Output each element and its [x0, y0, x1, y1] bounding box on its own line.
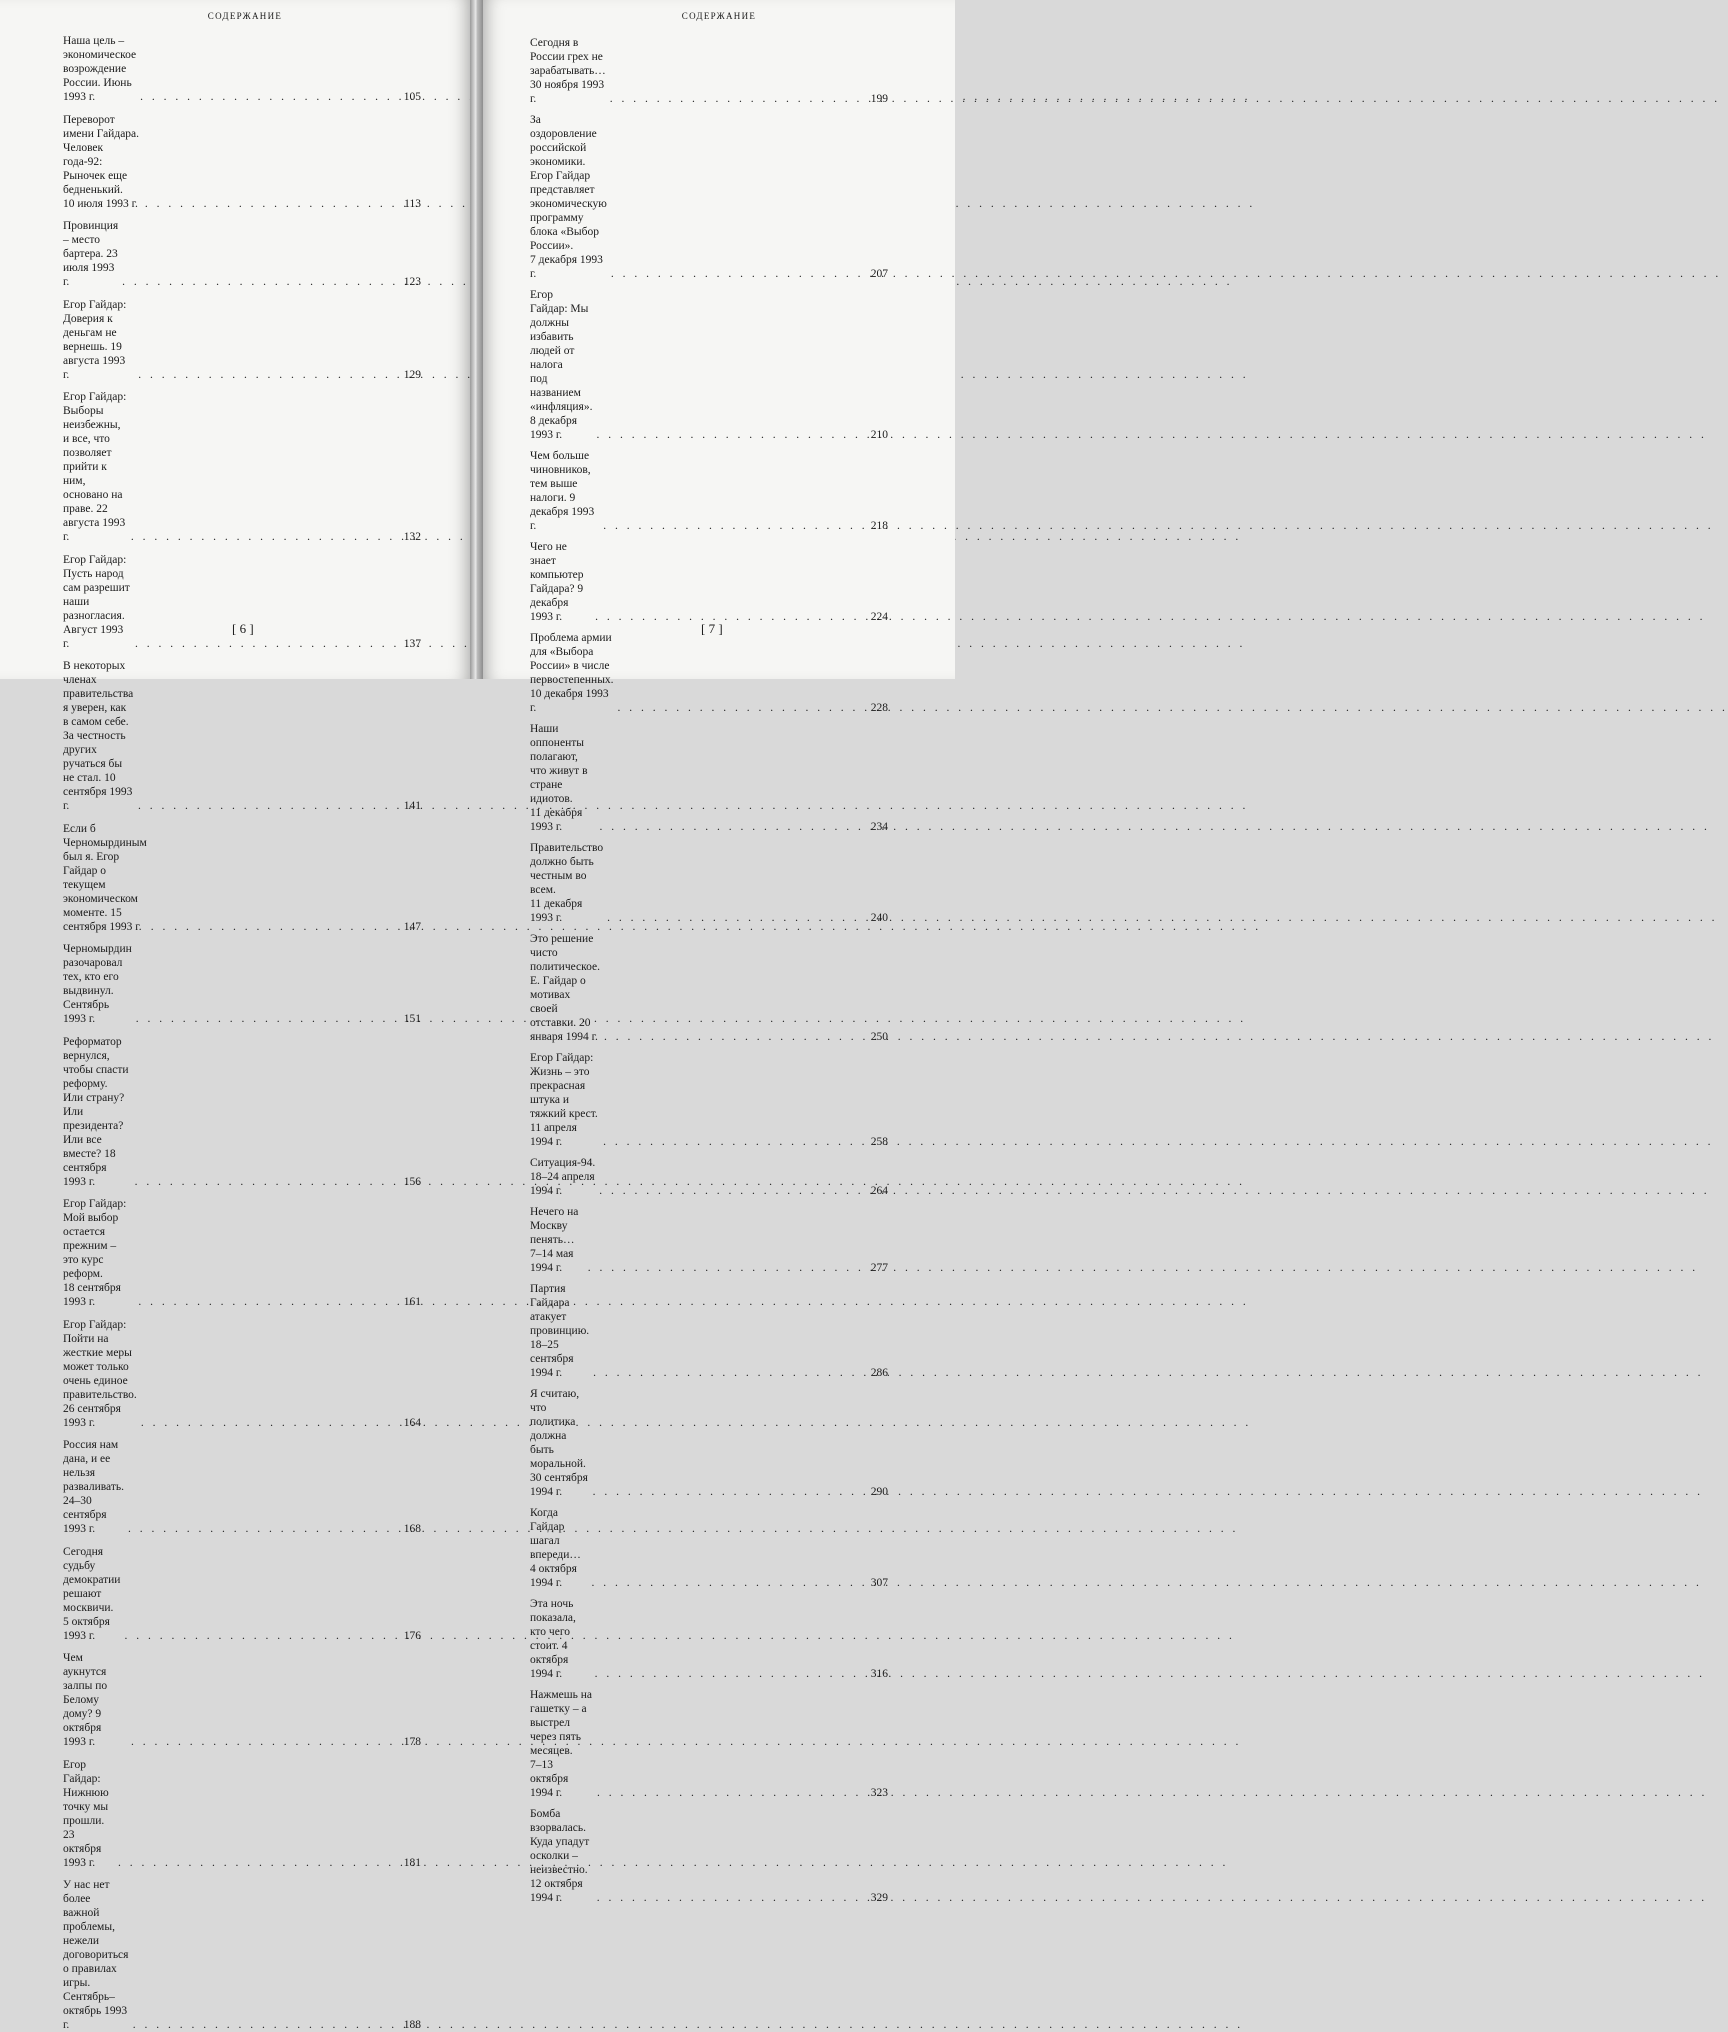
page-number: [ 7 ] [701, 621, 723, 636]
toc-entry-title: Переворот имени Гайдара. Человек года-92: Рыночек еще бедненький. 10 июля 1993 г. [63, 113, 140, 210]
toc-entry [530, 288, 888, 442]
dot-leader [131, 1735, 395, 1749]
toc-entry [530, 932, 888, 1044]
toc-entry-title: Егор Гайдар: Пойти на жесткие меры может только очень единое правительство. 26 сентября 1993 г. [63, 1318, 137, 1429]
dot-leader [122, 275, 395, 289]
dot-leader [131, 530, 395, 544]
toc-entry [530, 540, 888, 624]
toc-entry-page: 323 [870, 1787, 888, 1799]
toc-entry-title: Ситуация-94. 18–24 апреля 1994 г. [530, 1157, 596, 1197]
toc-entry-page: 224 [870, 611, 888, 623]
toc-entry-title: Наша цель – экономическое возрождение России. Июнь 1993 г. [63, 35, 137, 103]
toc-entry [63, 1758, 421, 1870]
dot-leader [136, 1012, 395, 1026]
dot-leader [603, 1135, 862, 1149]
toc-entry-title: Чем аукнутся залпы по Белому дому? 9 октября 1993 г. [63, 1652, 108, 1748]
toc-entry [63, 1878, 421, 2032]
toc-entry [63, 1651, 421, 1749]
toc-entry-page: 137 [403, 637, 421, 650]
toc-entry-page: 176 [403, 1629, 421, 1642]
toc-entry-page: 286 [870, 1367, 888, 1379]
toc-entry [63, 219, 421, 289]
toc-entry-title: Егор Гайдар: Пусть народ сам разрешит наши разногласия. Август 1993 г. [63, 553, 130, 650]
dot-leader [138, 368, 395, 382]
toc-entry [530, 722, 888, 834]
toc-entry-title: Егор Гайдар: Доверия к деньгам не вернешь. 19 августа 1993 г. [63, 298, 127, 381]
dot-leader [592, 1576, 862, 1590]
toc-entry-title: Когда Гайдар шагал впереди… 4 октября 1994 г. [530, 1507, 581, 1589]
running-header: СОДЕРЖАНИЕ [681, 11, 757, 21]
toc-entry [530, 1807, 888, 1905]
toc-entry-page: 161 [403, 1296, 421, 1308]
dot-leader [610, 92, 862, 106]
toc-entry [530, 1051, 888, 1149]
toc-entry-page: 129 [403, 368, 421, 381]
toc-entry [530, 1597, 888, 1681]
toc-entry-title: Нечего на Москву пенять… 7–14 мая 1994 г. [530, 1206, 579, 1274]
toc-entry-page: 264 [870, 1185, 888, 1197]
toc-entry-title: Наши оппоненты полагают, что живут в стране идиотов. 11 декабря 1993 г. [530, 723, 588, 833]
dot-leader [118, 1856, 395, 1870]
toc-entry [63, 1545, 421, 1643]
dot-leader [135, 637, 395, 651]
toc-entry-title: Если б Черномырдиным был я. Егор Гайдар о текущем экономическом моменте. 15 сентября 1993 г. [63, 822, 147, 933]
toc-entry-title: Провинция – место бартера. 23 июля 1993 г. [63, 220, 119, 288]
toc-entry-page: 228 [870, 702, 888, 714]
dot-leader [140, 90, 395, 104]
toc-entry-title: Партия Гайдара атакует провинцию. 18–25 сентября 1994 г. [530, 1283, 590, 1379]
dot-leader [618, 701, 862, 715]
toc-entry-title: Чем больше чиновников, тем выше налоги. 9 декабря 1993 г. [530, 450, 595, 532]
dot-leader [133, 2018, 395, 2032]
toc-entry [530, 1282, 888, 1380]
dot-leader [600, 820, 862, 834]
dot-leader [138, 1295, 395, 1309]
toc-entry [530, 631, 888, 715]
dot-leader [603, 519, 862, 533]
toc-entry [63, 390, 421, 544]
toc-entry-title: За оздоровление российской экономики. Егор Гайдар представляет экономическую программу блока «Выбор России». 7 декабря 1993 г. [530, 114, 607, 280]
toc-entry [63, 1035, 421, 1189]
toc-entry [530, 449, 888, 533]
toc-entry-page: 199 [870, 93, 888, 105]
dot-leader [599, 1184, 862, 1198]
toc-entry [63, 822, 421, 934]
toc-entry-title: Егор Гайдар: Нижнюю точку мы прошли. 23 октября 1993 г. [63, 1758, 109, 1869]
toc-entry-page: 207 [870, 268, 888, 280]
toc-entry-page: 258 [870, 1136, 888, 1148]
toc-entry-title: Это решение чисто политическое. Е. Гайдар о мотивах своей отставки. 20 января 1994 г. [530, 933, 600, 1043]
toc-entry-page: 151 [403, 1013, 421, 1025]
toc-entry-title: Правительство должно быть честным во всем. 11 декабря 1993 г. [530, 842, 604, 924]
dot-leader [604, 1030, 862, 1044]
toc-entry-title: Бомба взорвалась. Куда упадут осколки – неизвестно. 12 октября 1994 г. [530, 1808, 590, 1904]
toc-entry-page: 210 [870, 429, 888, 441]
toc-entry [530, 1506, 888, 1590]
toc-entry [530, 1688, 888, 1800]
dot-leader [597, 1891, 862, 1905]
toc-entry-page: 307 [870, 1577, 888, 1589]
toc-entry [63, 1197, 421, 1309]
dot-leader [597, 1786, 862, 1800]
dot-leader [595, 1667, 862, 1681]
toc-list [530, 36, 888, 1905]
toc-entry-page: 178 [403, 1736, 421, 1748]
toc-entry-page: 240 [870, 912, 888, 924]
toc-entry-title: Черномырдин разочаровал тех, кто его выдвинул. Сентябрь 1993 г. [63, 943, 132, 1025]
dot-leader [596, 428, 862, 442]
dot-leader [588, 1261, 862, 1275]
toc-entry-title: В некоторых членах правительства я уверен, как в самом себе. За честность других ручаться бы не стал. 10 сентября 1993 г. [63, 660, 134, 812]
toc-entry-title: Егор Гайдар: Жизнь – это прекрасная штука и тяжкий крест. 11 апреля 1994 г. [530, 1052, 598, 1148]
toc-entry-page: 277 [870, 1262, 888, 1274]
toc-entry-title: Эта ночь показала, кто чего стоит. 4 октября 1994 г. [530, 1598, 576, 1680]
toc-entry-page: 156 [403, 1175, 421, 1188]
toc-entry-title: Чего не знает компьютер Гайдара? 9 декабря 1993 г. [530, 541, 584, 623]
dot-leader [595, 610, 862, 624]
toc-entry [63, 34, 421, 104]
toc-entry-page: 147 [403, 920, 421, 933]
toc-entry-title: У нас нет более важной проблемы, нежели договориться о правилах игры. Сентябрь–октябрь 1993 г. [63, 1879, 129, 2031]
toc-entry-page: 218 [870, 520, 888, 532]
dot-leader [145, 197, 395, 211]
book-gutter [470, 0, 483, 679]
toc-entry [530, 1387, 888, 1499]
toc-entry-title: Я считаю, что политика должна быть моральной. 30 сентября 1994 г. [530, 1388, 588, 1498]
dot-leader [607, 911, 862, 925]
toc-entry-page: 141 [403, 800, 421, 812]
toc-entry [530, 1205, 888, 1275]
dot-leader [593, 1485, 862, 1499]
dot-leader [611, 267, 862, 281]
dot-leader [141, 1416, 395, 1430]
toc-entry-title: Егор Гайдар: Мы должны избавить людей от налога под названием «инфляция». 8 декабря 1993 г. [530, 289, 593, 441]
toc-entry [530, 113, 888, 281]
toc-entry-title: Россия нам дана, и ее нельзя разваливать. 24–30 сентября 1993 г. [63, 1439, 125, 1535]
toc-entry-title: Нажмешь на гашетку – а выстрел через пять месяцев. 7–13 октября 1994 г. [530, 1689, 592, 1799]
toc-entry-page: 105 [403, 91, 421, 103]
toc-entry [530, 36, 888, 106]
toc-entry-title: Проблема армии для «Выбора России» в числе первостепенных. 10 декабря 1993 г. [530, 632, 614, 714]
toc-list [63, 34, 421, 2032]
toc-entry [63, 659, 421, 813]
toc-entry [530, 841, 888, 925]
toc-entry-title: Сегодня в России грех не зарабатывать… 30 ноября 1993 г. [530, 37, 606, 105]
toc-entry [63, 1318, 421, 1430]
toc-entry-page: 316 [870, 1668, 888, 1680]
toc-entry-page: 329 [870, 1892, 888, 1904]
dot-leader [593, 1366, 862, 1380]
toc-entry-page: 250 [870, 1031, 888, 1043]
dot-leader [138, 799, 395, 813]
toc-entry [63, 113, 421, 211]
dot-leader [124, 1629, 395, 1643]
dot-leader [151, 920, 395, 934]
toc-entry [63, 298, 421, 382]
page-number: [ 6 ] [232, 621, 254, 636]
right-page [483, 0, 955, 1904]
toc-entry-page: 168 [403, 1523, 421, 1535]
toc-entry [63, 942, 421, 1026]
toc-entry-title: Егор Гайдар: Выборы неизбежны, и все, что позволяет прийти к ним, основано на праве. 22 августа 1993 г. [63, 391, 127, 543]
toc-entry-page: 123 [403, 276, 421, 288]
toc-entry-page: 113 [404, 197, 421, 210]
toc-entry-page: 234 [870, 821, 888, 833]
running-header: СОДЕРЖАНИЕ [207, 11, 283, 21]
toc-entry-page: 181 [403, 1856, 421, 1869]
toc-entry-title: Реформатор вернулся, чтобы спасти реформу. Или страну? Или президента? Или все вместе? 18 сентября 1993 г. [63, 1035, 129, 1188]
toc-entry-title: Сегодня судьбу демократии решают москвичи. 5 октября 1993 г. [63, 1545, 121, 1642]
toc-entry-page: 188 [403, 2019, 421, 2031]
toc-entry [63, 1438, 421, 1536]
toc-entry-page: 132 [403, 531, 421, 543]
toc-entry-page: 164 [403, 1416, 421, 1429]
toc-entry-page: 290 [870, 1486, 888, 1498]
toc-entry [530, 1156, 888, 1198]
toc-entry-title: Егор Гайдар: Мой выбор остается прежним – это курс реформ. 18 сентября 1993 г. [63, 1198, 127, 1308]
left-page [0, 0, 470, 2031]
dot-leader [135, 1175, 395, 1189]
dot-leader [128, 1522, 395, 1536]
